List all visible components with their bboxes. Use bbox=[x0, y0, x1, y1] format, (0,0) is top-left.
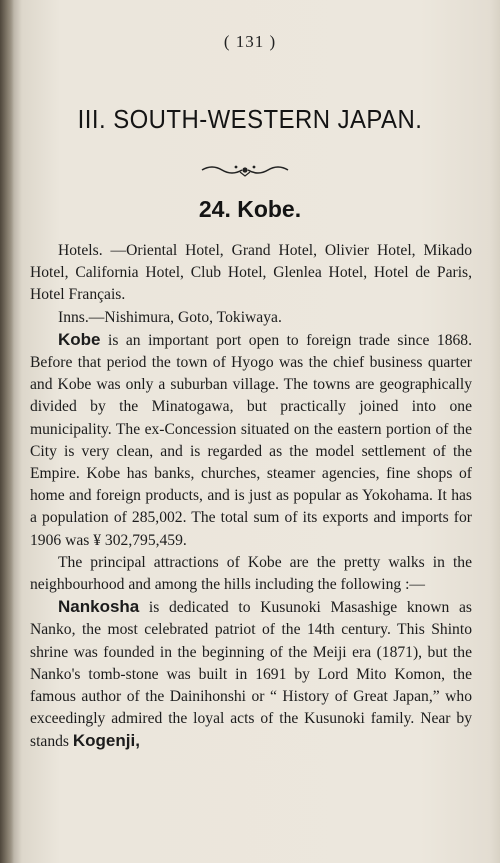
section-title: III. SOUTH-WESTERN JAPAN. bbox=[77, 104, 423, 134]
book-spine-shadow bbox=[0, 0, 14, 863]
decorative-ornament-icon bbox=[200, 160, 290, 180]
kobe-paragraph bbox=[30, 329, 472, 552]
kogenji-heading: Kogenji, bbox=[72, 731, 140, 751]
attractions-paragraph: The principal attractions of Kobe are the pretty walks in the neighbourhood and among the hills including the following :— bbox=[30, 553, 472, 594]
kobe-heading: Kobe bbox=[58, 329, 101, 349]
kobe-text: is an important port open to foreign trade since 1868. Before that period the town of Hyogo was the chief business quarter and Kobe was only a suburban village. The towns are geographically divided by the Minatogawa, but practically joined into one municipality. The ex-Concession situated on the eastern portion of the City is very clean, and is regarded as the model settlement of the Empire. Kobe has banks, churches, steamer agencies, fine shops of home and foreign products, and is just as popular as Yokohama. It has a population of 285,002. The total sum of its exports and imports for 1906 was ¥ 302,795,459. bbox=[30, 331, 472, 549]
page-number: ( 131 ) bbox=[223, 32, 277, 51]
hotels-paragraph: Hotels. —Oriental Hotel, Grand Hotel, Olivier Hotel, Mikado Hotel, California Hotel, Club Hotel, Glenlea Hotel, Hotel de Paris, Hotel Français. bbox=[30, 242, 472, 304]
nankosha-text: is dedicated to Kusunoki Masashige known as Nanko, the most celebrated patriot of the 14th century. This Shinto shrine was founded in the beginning of the Meiji era (1871), but the Nanko's tomb-stone was built in 1691 by Lord Mito Komon, the famous author of the Dainihonshi or “ History of Great Japan,” who exceedingly admired the loyal acts of the Kusunoki family. Near by stands bbox=[30, 599, 472, 751]
body-text bbox=[30, 240, 472, 754]
inns-paragraph: Inns.—Nishimura, Goto, Tokiwaya. bbox=[58, 308, 282, 326]
chapter-title: 24. Kobe. bbox=[198, 196, 302, 222]
nankosha-paragraph bbox=[30, 596, 472, 753]
nankosha-heading: Nankosha bbox=[58, 597, 140, 617]
